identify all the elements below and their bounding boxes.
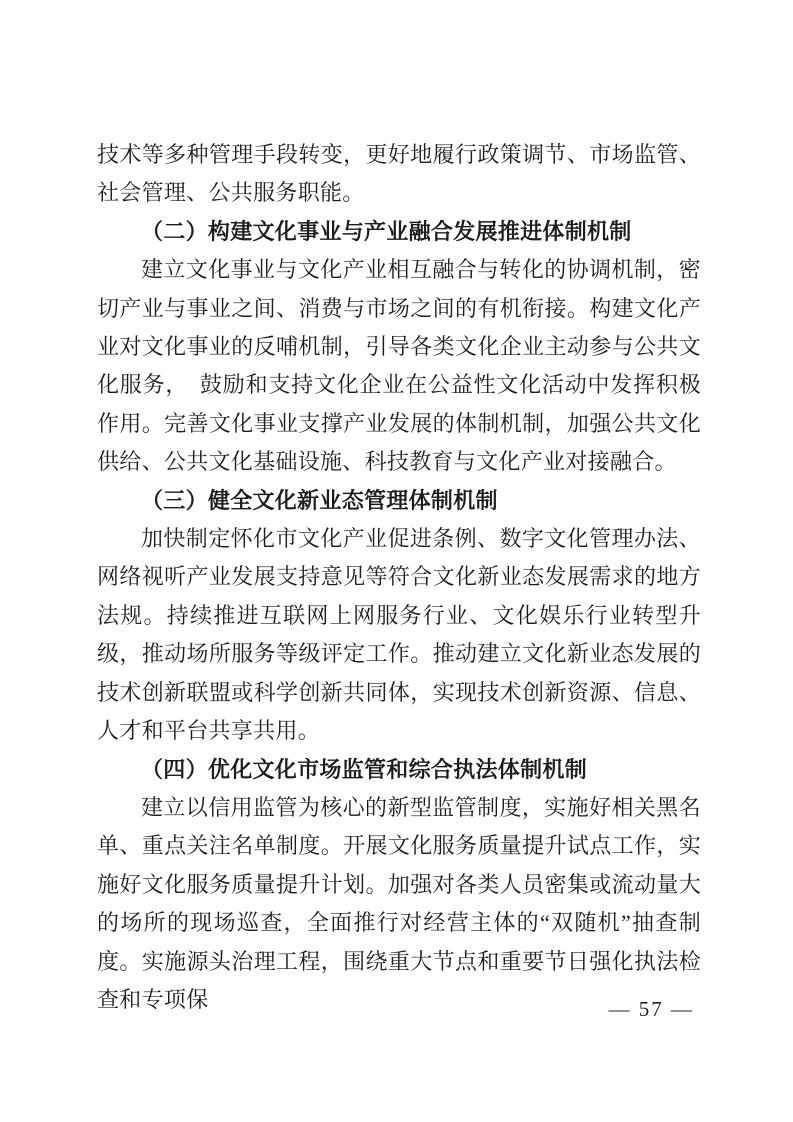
- section-heading-3: （三）健全文化新业态管理体制机制: [141, 487, 498, 513]
- paragraph-section-2: 建立文化事业与文化产业相互融合与转化的协调机制，密切产业与事业之间、消费与市场之间的有机衔接。构建文化产业对文化事业的反哺机制，引导各类文化企业主动参与公共文化服务， 鼓励和支持文化企业在公益性文化活动中发挥积极作用。完善文化事业支撑产业发展的体制机制，加强公共文化供给、公共文化基础设施、科技教育与文化产业对接融合。: [97, 257, 701, 475]
- page-number: — 57 —: [608, 997, 694, 1021]
- paragraph-section-3: 加快制定怀化市文化产业促进条例、数字文化管理办法、网络视听产业发展支持意见等符合文化新业态发展需求的地方法规。持续推进互联网上网服务行业、文化娱乐行业转型升级，推动场所服务等级评定工作。推动建立文化新业态发展的技术创新联盟或科学创新共同体，实现技术创新资源、信息、人才和平台共享共用。: [97, 526, 701, 744]
- section-heading-4: （四）优化文化市场监管和综合执法体制机制: [141, 756, 588, 782]
- paragraph-section-4: 建立以信用监管为核心的新型监管制度，实施好相关黑名单、重点关注名单制度。开展文化服务质量提升试点工作，实施好文化服务质量提升计划。加强对各类人员密集或流动量大的场所的现场巡查，全面推行对经营主体的“双随机”抽查制度。实施源头治理工程，围绕重大节点和重要节日强化执法检查和专项保: [97, 794, 701, 1012]
- section-heading-2: （二）构建文化事业与产业融合发展推进体制机制: [141, 218, 632, 244]
- document-body: [97, 136, 701, 1019]
- paragraph-continuation: 技术等多种管理手段转变，更好地履行政策调节、市场监管、社会管理、公共服务职能。: [97, 142, 701, 206]
